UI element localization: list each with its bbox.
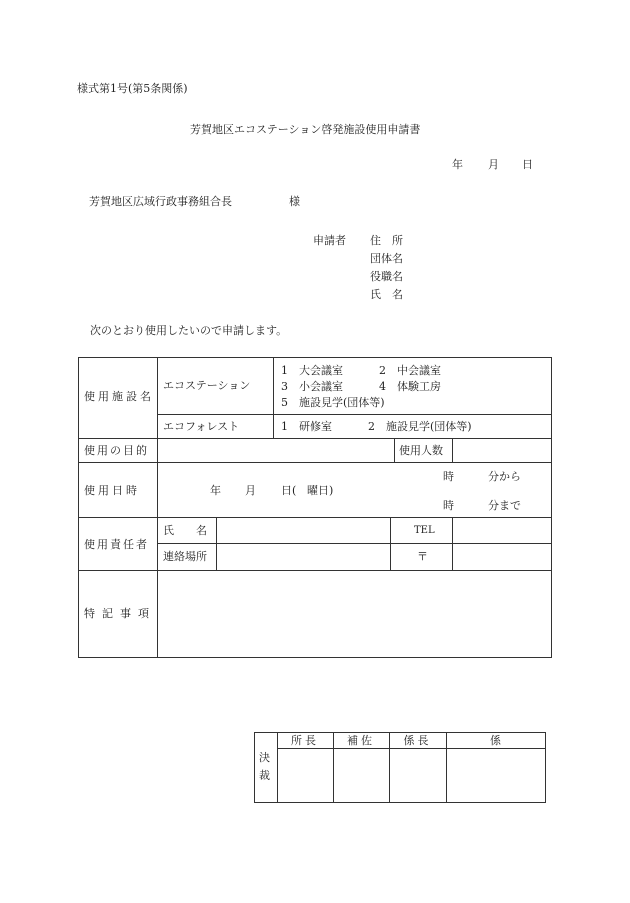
option-small-meeting-room[interactable]: 3 小会議室 (281, 380, 343, 393)
postal-field[interactable] (453, 544, 551, 570)
responsible-label: 使用責任者 (84, 538, 149, 551)
approval-col-staff: 係 (490, 734, 501, 747)
option-station-tour[interactable]: 5 施設見学(団体等) (281, 396, 385, 409)
date-month-label: 月 (488, 158, 499, 171)
addressee-name: 芳賀地区広域行政事務組合長 (89, 195, 232, 208)
stamp-cell-staff[interactable] (447, 749, 545, 802)
applicant-address-label: 住 所 (370, 234, 403, 247)
eco-forest-label: エコフォレスト (163, 420, 240, 433)
contact-place-field[interactable] (217, 544, 390, 570)
date-year-label: 年 (452, 158, 463, 171)
addressee-honorific: 様 (289, 195, 300, 208)
postal-mark: 〒 (417, 550, 428, 563)
tel-label: TEL (414, 525, 435, 536)
tel-field[interactable] (453, 518, 551, 543)
eco-station-label: エコステーション (163, 379, 251, 392)
datetime-month: 月 (245, 484, 256, 497)
date-day-label: 日 (522, 158, 533, 171)
option-workshop[interactable]: 4 体験工房 (379, 380, 441, 393)
page-title: 芳賀地区エコステーション啓発施設使用申請書 (190, 123, 421, 136)
datetime-day: 日( (281, 484, 297, 497)
user-count-label: 使用人数 (399, 444, 443, 457)
responsible-name-field[interactable] (217, 518, 390, 543)
stamp-cell-director[interactable] (278, 749, 333, 802)
user-count-field[interactable] (453, 439, 551, 462)
facility-label: 使用施設名 (84, 390, 154, 403)
datetime-weekday: 曜日) (307, 484, 334, 497)
option-medium-meeting-room[interactable]: 2 中会議室 (379, 364, 441, 377)
remarks-field[interactable] (158, 571, 551, 657)
contact-place-label: 連絡場所 (163, 550, 207, 563)
datetime-end-hour: 時 (443, 499, 454, 512)
remarks-label: 特記事項 (84, 607, 156, 620)
purpose-label: 使用の目的 (84, 444, 149, 457)
datetime-label: 使用日時 (84, 484, 140, 497)
approval-col-assistant: 補佐 (347, 734, 375, 747)
datetime-start-minute: 分から (488, 470, 521, 483)
applicant-position-label: 役職名 (370, 270, 403, 283)
stamp-cell-assistant[interactable] (334, 749, 389, 802)
approval-col-chief: 係長 (403, 734, 432, 747)
applicant-group-label: 団体名 (370, 252, 403, 265)
approval-side-label-1: 決 (259, 751, 270, 764)
purpose-field[interactable] (158, 439, 394, 462)
approval-side-label-2: 裁 (259, 769, 270, 782)
option-training-room[interactable]: 1 研修室 (281, 420, 332, 433)
datetime-end-minute: 分まで (488, 499, 521, 512)
intro-text: 次のとおり使用したいので申請します。 (90, 324, 288, 337)
responsible-name-label: 氏 名 (163, 524, 207, 537)
option-large-meeting-room[interactable]: 1 大会議室 (281, 364, 343, 377)
option-forest-tour[interactable]: 2 施設見学(団体等) (368, 420, 472, 433)
stamp-cell-chief[interactable] (390, 749, 446, 802)
applicant-label: 申請者 (313, 234, 346, 247)
approval-col-director: 所長 (291, 734, 319, 747)
applicant-name-label: 氏 名 (370, 288, 403, 301)
datetime-start-hour: 時 (443, 470, 454, 483)
datetime-year: 年 (210, 484, 221, 497)
form-number: 様式第1号(第5条関係) (77, 82, 188, 95)
